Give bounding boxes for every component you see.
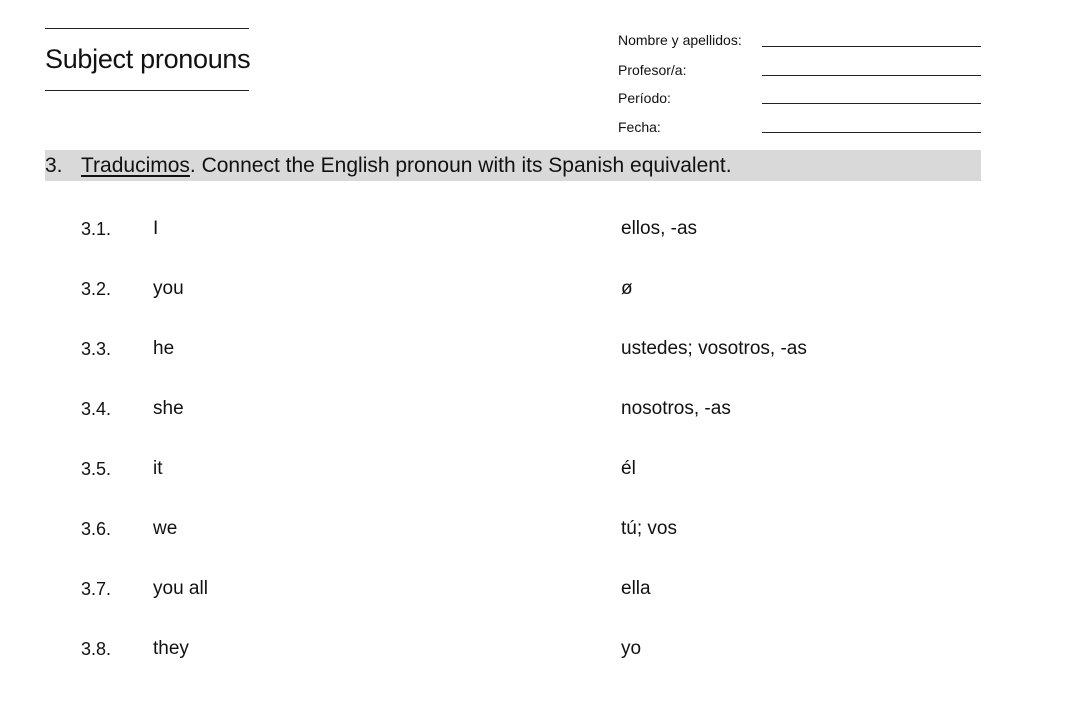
item-number: 3.1.	[81, 219, 112, 239]
spanish-pronoun: nosotros, -as	[621, 398, 731, 419]
list-item	[0, 577, 1074, 607]
field-label-periodo: Período:	[618, 90, 671, 106]
exercise-instruction-text: . Connect the English pronoun with its Spanish equivalent.	[189, 154, 732, 177]
item-number: 3.5.	[81, 459, 112, 479]
title-rule-top	[45, 28, 249, 29]
english-pronoun: she	[153, 398, 184, 419]
english-pronoun: it	[153, 458, 163, 479]
english-pronoun: we	[153, 518, 178, 539]
list-item	[0, 217, 1074, 247]
field-line-nombre[interactable]	[762, 46, 981, 47]
english-pronoun: you	[153, 278, 184, 299]
spanish-pronoun: ustedes; vosotros, -as	[621, 338, 807, 359]
list-item	[0, 517, 1074, 547]
english-pronoun: they	[153, 638, 189, 659]
item-number: 3.8.	[81, 639, 112, 659]
exercise-keyword: Traducimos	[81, 154, 190, 177]
page-title: Subject pronouns	[45, 44, 251, 74]
field-label-profesor: Profesor/a:	[618, 62, 687, 78]
spanish-pronoun: tú; vos	[621, 518, 677, 539]
field-label-fecha: Fecha:	[618, 119, 661, 135]
item-number: 3.3.	[81, 339, 112, 359]
spanish-pronoun: ø	[621, 278, 633, 299]
spanish-pronoun: él	[621, 458, 636, 479]
exercise-instruction	[81, 152, 732, 180]
field-line-fecha[interactable]	[762, 132, 981, 133]
item-number: 3.6.	[81, 519, 112, 539]
list-item	[0, 457, 1074, 487]
english-pronoun: he	[153, 338, 175, 359]
list-item	[0, 397, 1074, 427]
spanish-pronoun: ella	[621, 578, 651, 599]
list-item	[0, 277, 1074, 307]
field-line-periodo[interactable]	[762, 103, 981, 104]
item-number: 3.4.	[81, 399, 112, 419]
field-line-profesor[interactable]	[762, 75, 981, 76]
field-label-nombre: Nombre y apellidos:	[618, 32, 742, 48]
spanish-pronoun: ellos, -as	[621, 218, 698, 239]
list-item	[0, 637, 1074, 667]
english-pronoun: you all	[153, 578, 208, 599]
exercise-number: 3.	[45, 154, 63, 177]
spanish-pronoun: yo	[621, 638, 642, 659]
title-rule-bottom	[45, 90, 249, 91]
item-number: 3.7.	[81, 579, 112, 599]
english-pronoun: I	[153, 218, 159, 239]
item-number: 3.2.	[81, 279, 112, 299]
list-item	[0, 337, 1074, 367]
